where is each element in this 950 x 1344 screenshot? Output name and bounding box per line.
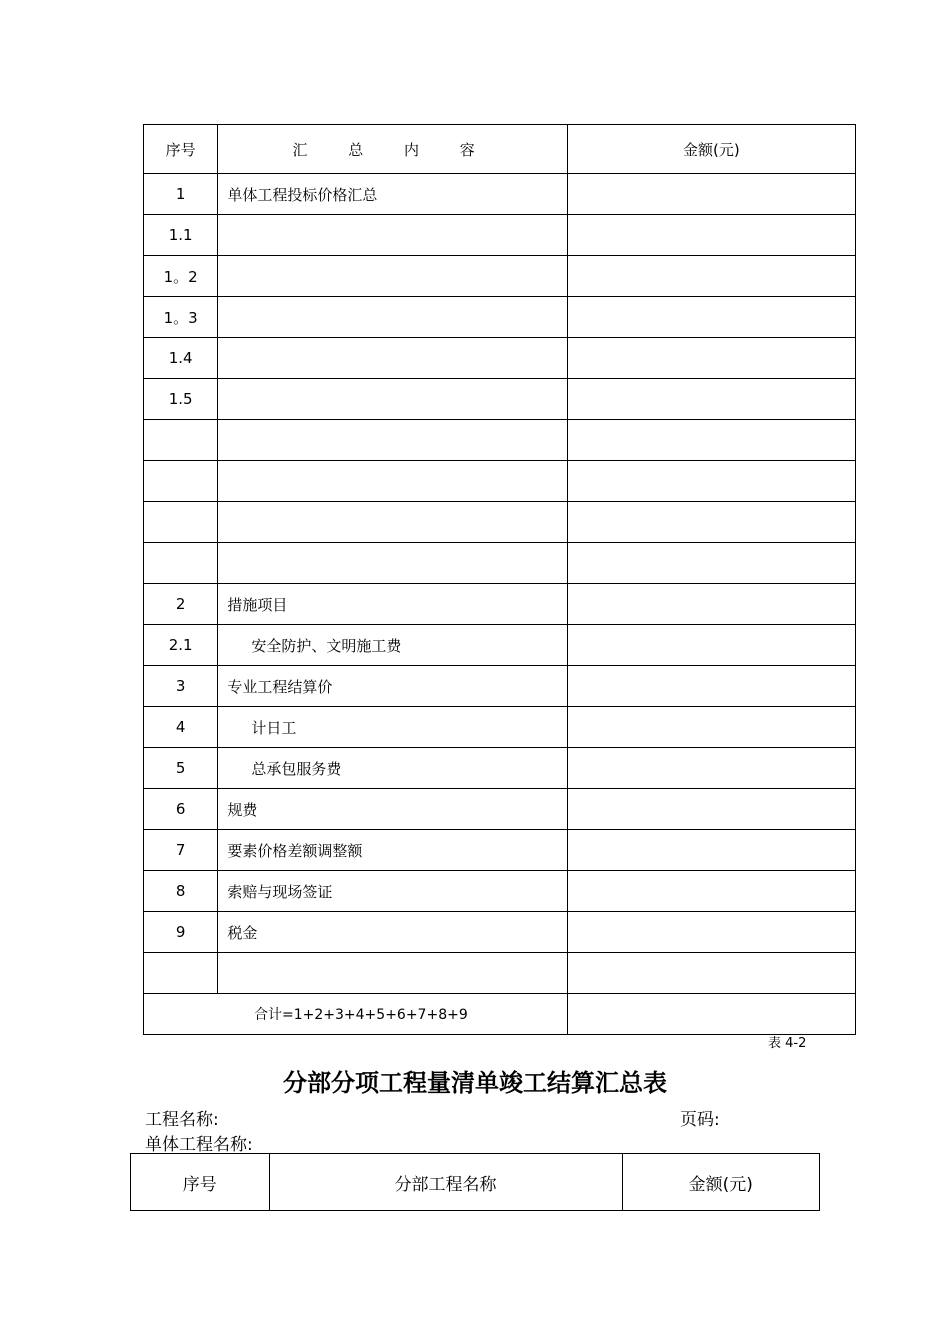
table-row xyxy=(144,789,856,830)
table-row xyxy=(144,953,856,994)
row-no-cell: 6 xyxy=(144,789,218,830)
row-no-cell xyxy=(144,543,218,584)
row-content-cell: 要素价格差额调整额 xyxy=(218,830,567,871)
breakdown-header-amount: 金额(元) xyxy=(622,1154,819,1211)
row-no-cell: 5 xyxy=(144,748,218,789)
page-number-label: 页码: xyxy=(680,1110,720,1130)
table-row xyxy=(144,420,856,461)
summary-header-row xyxy=(144,125,856,174)
row-no-cell xyxy=(144,502,218,543)
row-content-cell xyxy=(218,461,567,502)
row-content-cell xyxy=(218,502,567,543)
header-no: 序号 xyxy=(144,125,218,174)
table-row xyxy=(144,912,856,953)
row-amount-cell xyxy=(567,502,855,543)
total-label-cell: 合计=1+2+3+4+5+6+7+8+9 xyxy=(144,994,568,1035)
table-row xyxy=(144,338,856,379)
table-row xyxy=(144,215,856,256)
row-amount-cell xyxy=(567,666,855,707)
row-no-cell: 7 xyxy=(144,830,218,871)
row-content-cell xyxy=(218,297,567,338)
sub-table-title: 分部分项工程量清单竣工结算汇总表 xyxy=(283,1069,667,1097)
row-amount-cell xyxy=(567,420,855,461)
row-content-cell: 专业工程结算价 xyxy=(218,666,567,707)
total-amount-cell xyxy=(567,994,855,1035)
project-name-label: 工程名称: xyxy=(145,1110,219,1130)
row-content-cell xyxy=(218,420,567,461)
breakdown-table xyxy=(130,1153,820,1211)
breakdown-header-name: 分部工程名称 xyxy=(269,1154,622,1211)
header-content: 汇 总 内 容 xyxy=(218,125,567,174)
breakdown-header-row xyxy=(131,1154,820,1211)
table-row xyxy=(144,543,856,584)
summary-table xyxy=(143,124,856,1035)
total-row xyxy=(144,994,856,1035)
row-content-cell: 计日工 xyxy=(218,707,567,748)
table-row xyxy=(144,502,856,543)
table-row xyxy=(144,830,856,871)
row-no-cell: 1 xyxy=(144,174,218,215)
row-amount-cell xyxy=(567,789,855,830)
row-amount-cell xyxy=(567,256,855,297)
row-no-cell: 1.1 xyxy=(144,215,218,256)
table-row xyxy=(144,584,856,625)
row-amount-cell xyxy=(567,830,855,871)
row-amount-cell xyxy=(567,625,855,666)
row-amount-cell xyxy=(567,707,855,748)
table-row xyxy=(144,256,856,297)
row-amount-cell xyxy=(567,584,855,625)
row-content-cell: 规费 xyxy=(218,789,567,830)
row-content-cell: 索赔与现场签证 xyxy=(218,871,567,912)
row-no-cell: 1.5 xyxy=(144,379,218,420)
table-row xyxy=(144,871,856,912)
table-row xyxy=(144,174,856,215)
row-no-cell: 1。2 xyxy=(144,256,218,297)
table-row xyxy=(144,625,856,666)
row-no-cell: 3 xyxy=(144,666,218,707)
row-amount-cell xyxy=(567,215,855,256)
breakdown-header-no: 序号 xyxy=(131,1154,270,1211)
row-no-cell xyxy=(144,953,218,994)
row-no-cell: 9 xyxy=(144,912,218,953)
row-content-cell xyxy=(218,256,567,297)
row-amount-cell xyxy=(567,953,855,994)
row-amount-cell xyxy=(567,461,855,502)
row-content-cell: 措施项目 xyxy=(218,584,567,625)
table-row xyxy=(144,297,856,338)
row-content-cell xyxy=(218,379,567,420)
row-content-cell: 安全防护、文明施工费 xyxy=(218,625,567,666)
row-amount-cell xyxy=(567,338,855,379)
header-amount: 金额(元) xyxy=(567,125,855,174)
row-amount-cell xyxy=(567,379,855,420)
row-content-cell: 税金 xyxy=(218,912,567,953)
row-amount-cell xyxy=(567,748,855,789)
table-row xyxy=(144,748,856,789)
row-no-cell xyxy=(144,420,218,461)
table-number: 表 4-2 xyxy=(768,1036,807,1051)
row-content-cell: 单体工程投标价格汇总 xyxy=(218,174,567,215)
table-row xyxy=(144,707,856,748)
row-no-cell: 8 xyxy=(144,871,218,912)
table-row xyxy=(144,666,856,707)
row-content-cell xyxy=(218,338,567,379)
table-row xyxy=(144,379,856,420)
table-row xyxy=(144,461,856,502)
row-amount-cell xyxy=(567,174,855,215)
row-content-cell xyxy=(218,215,567,256)
row-no-cell: 2.1 xyxy=(144,625,218,666)
row-amount-cell xyxy=(567,871,855,912)
row-no-cell: 2 xyxy=(144,584,218,625)
row-content-cell: 总承包服务费 xyxy=(218,748,567,789)
row-no-cell: 4 xyxy=(144,707,218,748)
row-amount-cell xyxy=(567,912,855,953)
row-content-cell xyxy=(218,543,567,584)
row-no-cell: 1.4 xyxy=(144,338,218,379)
row-content-cell xyxy=(218,953,567,994)
row-amount-cell xyxy=(567,543,855,584)
unit-project-name-label: 单体工程名称: xyxy=(145,1135,253,1155)
row-no-cell xyxy=(144,461,218,502)
row-amount-cell xyxy=(567,297,855,338)
row-no-cell: 1。3 xyxy=(144,297,218,338)
